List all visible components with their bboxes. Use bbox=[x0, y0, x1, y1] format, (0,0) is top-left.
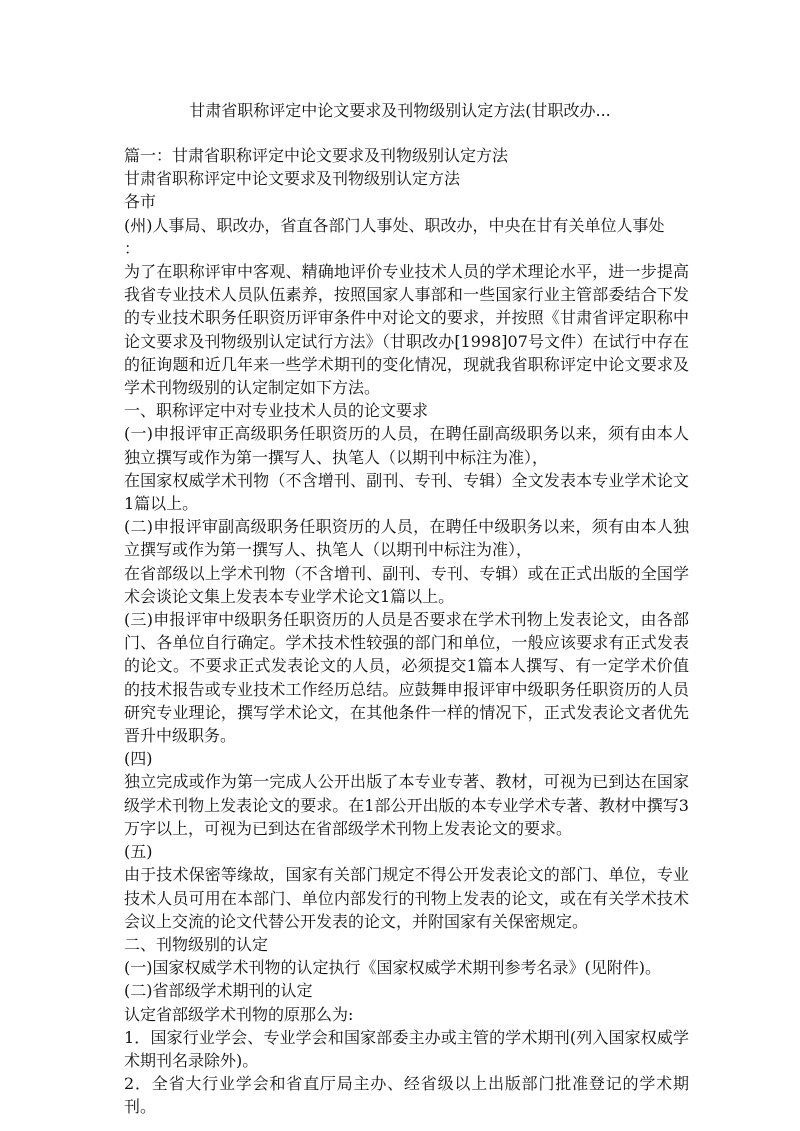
paragraph-item-5: 由于技术保密等缘故，国家有关部门规定不得公开发表论文的部门、单位，专业技术人员可用在本部门、单位内部发行的刊物上发表的论文，或在有关学术技术会议上交流的论文代替公开发表的论文，并附国家有关保密规定。 bbox=[124, 865, 689, 931]
paragraph-item-3: (三)申报评审中级职务任职资历的人员是否要求在学术刊物上发表论文，由各部门、各单位自行确定。学术技术性较强的部门和单位，一般应该要求有正式发表的论文。不要求正式发表论文的人员，必须提交1篇本人撰写、有一定学术价值的技术报告或专业技术工作经历总结。应鼓舞申报评审中级职务任职资历的人员研究专业理论，撰写学术论文，在其他条件一样的情况下，正式发表论文者优先晋升中级职务。 bbox=[124, 610, 689, 746]
paragraph-intro: 为了在职称评审中客观、精确地评价专业技术人员的学术理论水平，进一步提高我省专业技术人员队伍素养，按照国家人事部和一些国家行业主管部委结合下发的专业技术职务任职资历评审条件中对论文的要求，并按照《甘肃省评定职称中论文要求及刊物级别认定试行方法》（甘职改办[1998]07号文件）在试行中存在的征询题和近几年来一些学术期刊的变化情况，现就我省职称评定中论文要求及学术刊物级别的认定制定如下方法。 bbox=[124, 262, 689, 398]
paragraph-item-1a: (一)申报评审正高级职务任职资历的人员，在聘任副高级职务以来，须有由本人独立撰写或作为第一撰写人、执笔人（以期刊中标注为准）， bbox=[124, 424, 689, 467]
paragraph-addressee-2: (州)人事局、职改办，省直各部门人事处、职改办，中央在甘有关单位人事处 bbox=[124, 215, 665, 235]
paragraph-journal-item-1: (一)国家权威学术刊物的认定执行《国家权威学术期刊参考名录》(见附件)。 bbox=[124, 958, 661, 978]
paragraph-item-4: 独立完成或作为第一完成人公开出版了本专业专著、教材，可视为已到达在国家级学术刊物上发表论文的要求。在1部公开出版的本专业学术专著、教材中撰写3万字以上，可视为已到达在省部级学术刊物上发表论文的要求。 bbox=[124, 772, 689, 838]
document-title: 甘肃省职称评定中论文要求及刊物级别认定方法(甘职改办... bbox=[189, 101, 611, 120]
section-heading-paper-requirements: 一、职称评定中对专业技术人员的论文要求 bbox=[124, 401, 429, 421]
paragraph-heading-article-one: 篇一：甘肃省职称评定中论文要求及刊物级别认定方法 bbox=[124, 146, 509, 165]
paragraph-journal-item-2: (二)省部级学术期刊的认定 bbox=[124, 981, 313, 1001]
paragraph-journal-principle: 认定省部级学术刊物的原那么为: bbox=[124, 1004, 354, 1024]
paragraph-journal-rule-1: 1．国家行业学会、专业学会和国家部委主办或主管的学术期刊(列入国家权威学术期刊名录除外)。 bbox=[124, 1027, 689, 1070]
paragraph-item-1b: 在国家权威学术刊物（不含增刊、副刊、专刊、专辑）全文发表本专业学术论文1篇以上。 bbox=[124, 470, 689, 514]
paragraph-journal-rule-2: 2．全省大行业学会和省直厅局主办、经省级以上出版部门批准登记的学术期刊。 bbox=[124, 1074, 689, 1117]
paragraph-colon: ： bbox=[124, 238, 141, 258]
paragraph-item-4-label: (四) bbox=[124, 749, 153, 769]
paragraph-item-2a: (二)申报评审副高级职务任职资历的人员，在聘任中级职务以来，须有由本人独立撰写或作为第一撰写人、执笔人（以期刊中标注为准）， bbox=[124, 517, 689, 560]
section-heading-journal-levels: 二、刊物级别的认定 bbox=[124, 934, 269, 954]
document-body bbox=[124, 144, 689, 1119]
paragraph-addressee-1: 各市 bbox=[124, 192, 157, 212]
paragraph-subtitle: 甘肃省职称评定中论文要求及刊物级别认定方法 bbox=[124, 169, 461, 189]
paragraph-item-5-label: (五) bbox=[124, 842, 153, 862]
paragraph-item-2b: 在省部级以上学术刊物（不含增刊、副刊、专刊、专辑）或在正式出版的全国学术会谈论文集上发表本专业学术论文1篇以上。 bbox=[124, 563, 689, 606]
